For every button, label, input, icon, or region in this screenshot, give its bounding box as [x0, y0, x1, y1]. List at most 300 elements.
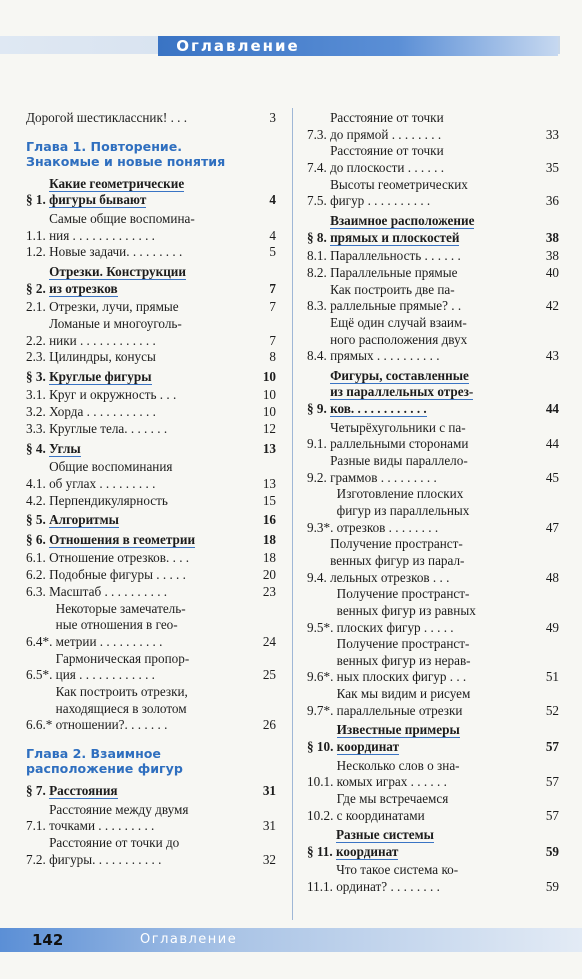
toc-text	[49, 387, 260, 404]
toc-row	[26, 369, 276, 386]
toc-row	[26, 651, 276, 684]
toc-text-line-content: Расстояние от точки до	[49, 835, 180, 850]
toc-text-line	[330, 110, 543, 127]
toc-entry	[307, 420, 559, 453]
toc-page-number: 57	[545, 807, 559, 823]
toc-text-line-content: Высоты геометрических	[330, 176, 468, 192]
toc-row	[307, 110, 559, 143]
toc-text-line-content: фигур из параллельных	[336, 502, 470, 518]
toc-text-line-content: Несколько слов о зна-	[336, 757, 460, 773]
toc-text-line-content: раллельными сторонами	[330, 436, 469, 452]
toc-text-line	[49, 512, 260, 529]
toc-text-line	[56, 667, 260, 684]
toc-number: 7.1.	[26, 818, 50, 834]
toc-text-line	[49, 852, 260, 869]
toc-text-line-content: лельных отрезков . . .	[330, 569, 450, 585]
toc-number: 7.4.	[307, 159, 331, 175]
toc-page-number: 13	[262, 440, 276, 456]
toc-section	[307, 827, 559, 860]
toc-text-line	[49, 281, 266, 298]
toc-text-line	[26, 110, 266, 127]
toc-row	[26, 441, 276, 458]
toc-text-line-content: прямых . . . . . . . . . .	[330, 348, 440, 364]
toc-row	[307, 420, 559, 453]
toc-page-number: 4	[269, 227, 276, 243]
toc-text-line	[337, 503, 543, 520]
toc-text	[330, 420, 543, 453]
toc-text	[49, 532, 260, 549]
toc-text-line-content: координат	[336, 739, 400, 755]
toc-text	[330, 110, 543, 143]
toc-row	[307, 143, 559, 176]
toc-row	[307, 758, 559, 791]
toc-page-number: 7	[269, 332, 276, 348]
toc-text-line-content: Круг и окружность . . .	[49, 387, 177, 403]
toc-text-line	[330, 536, 543, 553]
toc-number: 10.1.	[307, 774, 337, 790]
toc-page-number: 48	[545, 569, 559, 585]
toc-text-line	[330, 230, 543, 247]
toc-text-line-content: отношении?. . . . . . .	[55, 717, 168, 733]
toc-text-line	[337, 722, 543, 739]
toc-text	[49, 369, 260, 386]
toc-row	[26, 550, 276, 567]
toc-text	[330, 368, 543, 418]
toc-text-line	[49, 550, 260, 567]
toc-text-line-content: фигуры. . . . . . . . . . .	[49, 851, 162, 867]
toc-text-line	[330, 470, 543, 487]
toc-row	[307, 862, 559, 895]
toc-text-line-content: Известные примеры	[336, 722, 460, 738]
toc-page-number: 52	[545, 702, 559, 718]
toc-column-left	[26, 110, 276, 868]
toc-text-line-content: Перпендикулярность	[49, 492, 168, 508]
toc-text-line	[49, 818, 260, 835]
toc-text-line	[337, 586, 543, 603]
toc-text-line	[49, 421, 260, 438]
toc-entry	[307, 315, 559, 365]
toc-text-line-content: Подобные фигуры . . . . .	[49, 567, 186, 583]
toc-text-line-content: Как построить отрезки,	[55, 684, 188, 700]
toc-page-number: 36	[545, 193, 559, 209]
toc-number: 3.1.	[26, 387, 50, 403]
toc-number: 6.5*.	[26, 667, 56, 683]
toc-number: § 3.	[26, 368, 50, 384]
toc-entry	[307, 453, 559, 486]
toc-text	[49, 802, 260, 835]
toc-entry	[307, 282, 559, 315]
toc-entry	[307, 486, 559, 536]
toc-row	[307, 791, 559, 824]
toc-text-line-content: Получение пространст-	[330, 536, 463, 552]
toc-text-line-content: Взаимное расположение	[330, 212, 475, 228]
toc-text-line	[330, 570, 543, 587]
toc-number: 9.3*.	[307, 519, 337, 535]
toc-text-line-content: Изготовление плоских	[336, 486, 464, 502]
toc-text	[330, 143, 543, 176]
toc-text-line	[330, 282, 543, 299]
toc-text-line-content: ных плоских фигур . . .	[336, 669, 467, 685]
toc-text	[49, 584, 260, 601]
toc-text-line	[49, 476, 260, 493]
toc-page-number: 7	[269, 299, 276, 315]
toc-text-line	[330, 265, 543, 282]
toc-text	[330, 248, 543, 265]
toc-text-line	[336, 827, 543, 844]
toc-text	[337, 636, 543, 686]
toc-text-line-content: Параллельность . . . . . .	[330, 248, 461, 264]
toc-row	[307, 248, 559, 265]
toc-text-line	[330, 453, 543, 470]
toc-number: § 6.	[26, 531, 50, 547]
toc-row	[26, 316, 276, 349]
toc-row	[26, 493, 276, 510]
toc-text-line	[49, 835, 260, 852]
toc-row	[26, 176, 276, 209]
toc-text-line-content: точками . . . . . . . . .	[49, 818, 155, 834]
toc-text-line	[337, 653, 543, 670]
toc-row	[26, 244, 276, 261]
toc-page-number: 25	[262, 667, 276, 683]
toc-text-line-content: Отношения в геометрии	[49, 531, 196, 547]
toc-number: 6.4*.	[26, 633, 56, 649]
chapter-heading	[26, 746, 276, 777]
toc-text-line	[337, 686, 543, 703]
toc-text-line	[337, 636, 543, 653]
toc-text-line-content: ординат? . . . . . . . .	[336, 878, 440, 894]
toc-text-line-content: с координатами	[336, 807, 425, 823]
toc-text-line	[330, 127, 543, 144]
toc-text-line-content: Некоторые замечатель-	[55, 600, 186, 616]
toc-text-line	[337, 669, 543, 686]
toc-text-line-content: до прямой . . . . . . . .	[330, 126, 442, 142]
toc-text-line-content: Общие воспоминания	[49, 459, 173, 475]
toc-text-line	[337, 486, 543, 503]
toc-text-line	[49, 387, 260, 404]
toc-text	[49, 316, 266, 349]
toc-entry	[26, 684, 276, 734]
toc-text-line-content: Масштаб . . . . . . . . . .	[49, 583, 168, 599]
toc-text	[56, 601, 260, 651]
toc-number: 11.1.	[307, 878, 337, 894]
toc-text-line	[330, 248, 543, 265]
toc-text-line-content: Самые общие воспомина-	[49, 210, 195, 226]
toc-text-line	[330, 368, 543, 385]
toc-entry	[26, 404, 276, 421]
toc-text-line-content: координат	[335, 843, 399, 859]
toc-text-line	[337, 808, 543, 825]
toc-text-line-content: Как мы видим и рисуем	[336, 686, 471, 702]
toc-text-line-content: Углы	[49, 440, 81, 456]
toc-entry	[26, 387, 276, 404]
chapter-heading-line: Глава 2. Взаимное	[26, 745, 161, 761]
toc-text-line	[330, 332, 543, 349]
toc-section	[26, 176, 276, 209]
toc-text-line	[330, 193, 543, 210]
toc-text	[336, 862, 543, 895]
toc-text	[337, 686, 543, 719]
toc-section	[26, 532, 276, 549]
toc-row	[307, 827, 559, 860]
toc-text-line-content: Как построить две па-	[330, 281, 455, 297]
toc-number: 9.1.	[307, 436, 331, 452]
toc-text-line	[56, 701, 260, 718]
toc-page-number: 43	[545, 348, 559, 364]
toc-number: § 11.	[307, 843, 336, 859]
toc-column-right	[307, 110, 559, 896]
toc-text-line-content: Ломаные и многоуголь-	[49, 315, 182, 331]
toc-number: 9.5*.	[307, 619, 337, 635]
toc-text-line	[337, 603, 543, 620]
toc-row	[307, 536, 559, 586]
toc-text-line-content: Получение пространст-	[336, 636, 470, 652]
toc-text-line-content: ники . . . . . . . . . . . .	[49, 332, 156, 348]
toc-page-number: 38	[545, 248, 559, 264]
toc-text-line	[49, 264, 266, 281]
toc-text-line-content: об углах . . . . . . . . .	[49, 475, 156, 491]
toc-text-line-content: венных фигур из равных	[336, 602, 476, 618]
toc-text-line-content: Расстояние от точки	[330, 110, 444, 125]
toc-text-line	[49, 493, 260, 510]
page-title: Оглавление	[176, 37, 300, 55]
toc-page-number: 45	[545, 469, 559, 485]
toc-text-line-content: Отрезки, лучи, прямые	[49, 299, 179, 315]
toc-text	[49, 835, 260, 868]
toc-entry	[26, 567, 276, 584]
toc-entry	[307, 636, 559, 686]
toc-page-number: 42	[545, 298, 559, 314]
toc-text-line	[49, 459, 260, 476]
toc-text-line	[330, 436, 543, 453]
toc-number: 8.3.	[307, 298, 331, 314]
toc-section	[26, 264, 276, 297]
toc-text-line-content: венных фигур из парал-	[330, 552, 465, 568]
toc-text-line	[49, 211, 266, 228]
toc-row	[26, 387, 276, 404]
toc-row	[307, 486, 559, 536]
toc-text	[49, 567, 260, 584]
toc-number: 2.3.	[26, 349, 50, 365]
footer-title: Оглавление	[140, 932, 238, 947]
toc-text-line	[49, 404, 260, 421]
toc-number: 2.2.	[26, 332, 50, 348]
toc-text-line	[330, 384, 543, 401]
toc-page-number: 59	[545, 878, 559, 894]
toc-entry	[307, 862, 559, 895]
toc-row	[307, 282, 559, 315]
toc-page-number: 31	[262, 818, 276, 834]
toc-text-line-content: Ещё один случай взаим-	[330, 315, 467, 331]
toc-text-line	[56, 617, 260, 634]
toc-entry	[26, 493, 276, 510]
toc-text	[337, 722, 543, 755]
toc-text-line	[337, 703, 543, 720]
toc-text	[337, 791, 543, 824]
toc-page-number: 10	[262, 387, 276, 403]
toc-number: 1.2.	[26, 244, 50, 260]
toc-text-line-content: Круглые фигуры	[49, 368, 152, 384]
toc-text	[49, 349, 266, 366]
toc-text-line-content: ция . . . . . . . . . . . .	[55, 667, 155, 683]
toc-row	[26, 110, 276, 127]
toc-text-line	[56, 684, 260, 701]
toc-page-number: 57	[545, 739, 559, 755]
toc-text-line	[49, 349, 266, 366]
toc-page-number: 44	[545, 401, 559, 417]
page-number: 142	[32, 931, 64, 949]
toc-number: 4.1.	[26, 475, 50, 491]
toc-text-line	[330, 298, 543, 315]
footer-band	[0, 928, 582, 952]
toc-page-number: 16	[262, 512, 276, 528]
toc-text-line-content: Какие геометрические	[49, 175, 185, 191]
toc-page-number: 20	[262, 567, 276, 583]
toc-text-line-content: Отношение отрезков. . . .	[49, 550, 190, 566]
toc-row	[307, 177, 559, 210]
toc-text-line-content: Алгоритмы	[49, 512, 119, 528]
toc-row	[26, 421, 276, 438]
toc-section	[307, 213, 559, 246]
toc-entry	[26, 244, 276, 261]
toc-text-line-content: ния . . . . . . . . . . . . .	[49, 227, 155, 243]
toc-text	[336, 827, 543, 860]
toc-entry	[307, 248, 559, 265]
toc-text-line-content: венных фигур из нерав-	[336, 652, 471, 668]
toc-text-line-content: фигур . . . . . . . . . .	[330, 193, 431, 209]
toc-number: § 1.	[26, 192, 50, 208]
toc-page-number: 26	[262, 717, 276, 733]
toc-number: § 10.	[307, 739, 337, 755]
toc-entry	[26, 459, 276, 492]
toc-text-line-content: Новые задачи. . . . . . . . .	[49, 244, 183, 260]
toc-text-line-content: Разные системы	[335, 827, 434, 843]
toc-entry	[307, 177, 559, 210]
toc-number: 9.7*.	[307, 702, 337, 718]
toc-number: 7.5.	[307, 193, 331, 209]
toc-page-number: 24	[262, 633, 276, 649]
toc-text-line-content: Расстояния	[49, 783, 118, 799]
toc-number: § 8.	[307, 229, 331, 245]
toc-entry	[307, 143, 559, 176]
toc-text-line	[56, 717, 260, 734]
toc-number: 10.2.	[307, 807, 337, 823]
toc-number: 9.6*.	[307, 669, 337, 685]
toc-number: § 4.	[26, 440, 50, 456]
toc-text	[330, 265, 543, 282]
toc-text	[330, 536, 543, 586]
toc-text	[49, 299, 266, 316]
toc-text	[330, 177, 543, 210]
toc-text	[49, 211, 266, 244]
toc-number: 7.2.	[26, 851, 50, 867]
toc-entry	[307, 791, 559, 824]
toc-row	[307, 586, 559, 636]
toc-text-line	[49, 192, 266, 209]
chapter-heading-line: расположение фигур	[26, 761, 183, 777]
toc-text	[330, 453, 543, 486]
toc-text-line	[49, 176, 266, 193]
toc-page-number: 44	[545, 436, 559, 452]
toc-text-line-content: Что такое система ко-	[336, 862, 459, 878]
toc-row	[26, 459, 276, 492]
toc-page-number: 59	[545, 843, 559, 859]
toc-number: 8.1.	[307, 248, 331, 264]
toc-text-line-content: Фигуры, составленные	[330, 367, 469, 383]
toc-number: 6.6.*	[26, 717, 56, 733]
toc-row	[26, 601, 276, 651]
toc-entry	[307, 686, 559, 719]
toc-number: 6.3.	[26, 583, 50, 599]
toc-page-number: 47	[545, 519, 559, 535]
toc-text-line-content: Четырёхугольники с па-	[330, 419, 466, 435]
toc-text	[330, 315, 543, 365]
toc-entry	[26, 584, 276, 601]
toc-text-line-content: Круглые тела. . . . . . .	[49, 421, 168, 437]
toc-page-number: 40	[545, 264, 559, 280]
toc-text-line	[337, 739, 543, 756]
toc-text-line-content: Гармоническая пропор-	[55, 650, 190, 666]
toc-entry	[307, 758, 559, 791]
toc-row	[26, 211, 276, 244]
toc-number: 9.2.	[307, 469, 331, 485]
toc-text	[49, 550, 260, 567]
toc-text-line-content: ные отношения в гео-	[55, 617, 178, 633]
toc-text	[49, 264, 266, 297]
toc-text	[49, 421, 260, 438]
toc-row	[307, 453, 559, 486]
toc-number: 6.2.	[26, 567, 50, 583]
toc-number: § 9.	[307, 401, 331, 417]
toc-text-line	[56, 651, 260, 668]
toc-text-line	[49, 783, 260, 800]
toc-text-line-content: Где мы встречаемся	[336, 791, 449, 806]
toc-page-number: 4	[269, 192, 276, 208]
toc-row	[26, 584, 276, 601]
toc-text-line	[337, 520, 543, 537]
toc-text-line	[49, 228, 266, 245]
toc-text-line-content: раллельные прямые? . .	[330, 298, 462, 314]
toc-text-line	[56, 601, 260, 618]
toc-page-number: 38	[545, 229, 559, 245]
toc-row	[307, 368, 559, 418]
toc-number: § 5.	[26, 512, 50, 528]
toc-text-line	[330, 348, 543, 365]
toc-text-line	[49, 532, 260, 549]
toc-text-line	[49, 299, 266, 316]
toc-row	[26, 684, 276, 734]
toc-page-number: 7	[269, 280, 276, 296]
toc-text-line-content: Дорогой шестиклассник! . . .	[26, 110, 188, 125]
toc-text-line-content: комых играх . . . . . .	[336, 774, 447, 790]
toc-row	[307, 315, 559, 365]
toc-entry	[26, 802, 276, 835]
toc-text	[49, 512, 260, 529]
toc-page-number: 15	[262, 492, 276, 508]
toc-text	[330, 282, 543, 315]
toc-text-line	[49, 369, 260, 386]
toc-text-line-content: Отрезки. Конструкции	[49, 263, 186, 279]
toc-text-line-content: находящиеся в золотом	[55, 700, 187, 716]
toc-text-line	[337, 758, 543, 775]
toc-text-line	[49, 802, 260, 819]
toc-text	[56, 684, 260, 734]
toc-number: 9.4.	[307, 569, 331, 585]
toc-page-number: 51	[545, 669, 559, 685]
toc-row	[26, 349, 276, 366]
toc-text	[56, 651, 260, 684]
toc-text-line	[336, 862, 543, 879]
toc-page-number: 10	[262, 368, 276, 384]
